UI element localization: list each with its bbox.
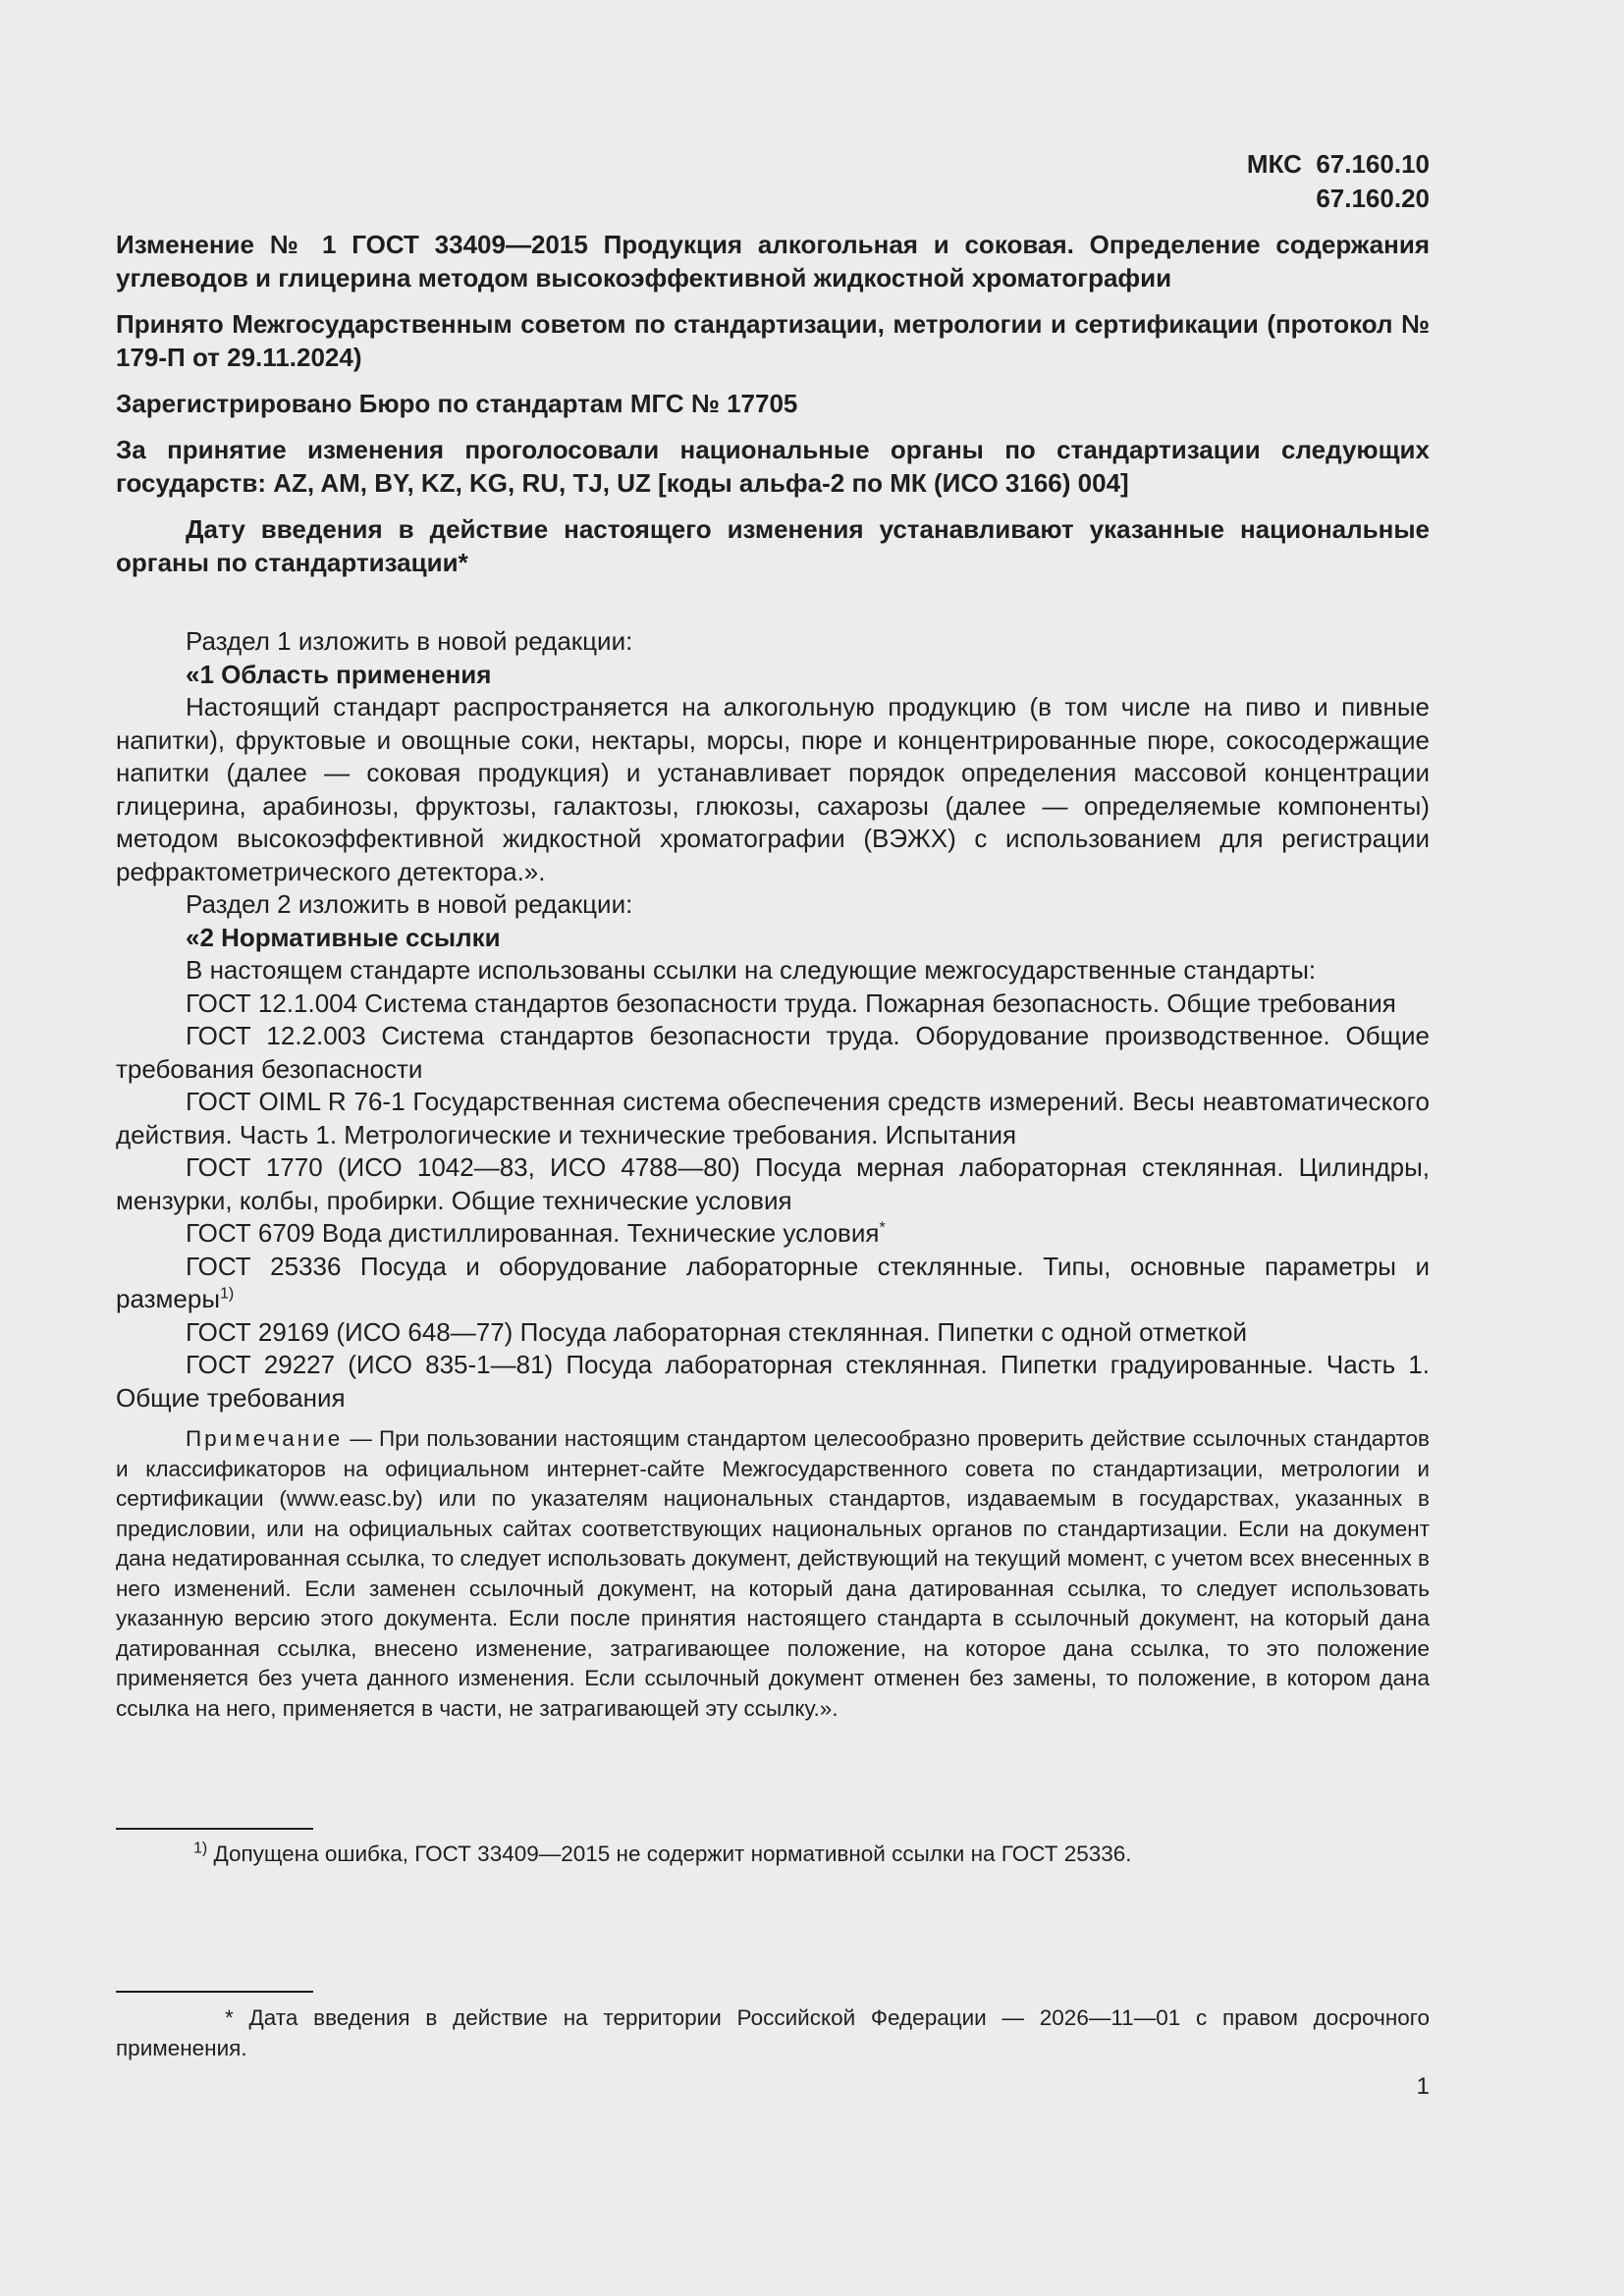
date-intro-mark: * — [458, 548, 468, 577]
section1-text: Настоящий стандарт распространяется на алкогольную продукцию (в том числе на пиво и пивные напитки), фруктовые и овощные соки, нектары, морсы, пюре и концентрированные пюре, сокосодержащие напитки (далее — соковая продукция) и устанавливает порядок определения массовой концентрации глицерина, арабинозы, фруктозы, галактозы, глюкозы, сахарозы (далее — определяемые компоненты) методом высокоэффективной жидкостной хроматографии (ВЭЖХ) с использованием для регистрации рефрактометрического детектора.». — [116, 692, 1430, 886]
reference-item — [116, 1251, 1430, 1316]
reference-text: ГОСТ 12.2.003 Система стандартов безопасности труда. Оборудование производственное. Общие требования безопасности — [116, 1021, 1430, 1084]
footnote-divider — [116, 1828, 313, 1830]
footnote-mark: * — [879, 1219, 886, 1237]
footnote-1 — [116, 1840, 1430, 1870]
section1-intro: Раздел 1 изложить в новой редакции: — [186, 626, 633, 656]
reference-item — [116, 988, 1430, 1021]
date-intro-text: Дату введения в действие настоящего изменения устанавливают указанные национальные органы по стандартизации — [116, 514, 1430, 577]
adopted-statement: Принято Межгосударственным советом по стандартизации, метрологии и сертификации (протокол № 179-П от 29.11.2024) — [116, 309, 1430, 372]
reference-text: ГОСТ 1770 (ИСО 1042—83, ИСО 4788—80) Посуда мерная лабораторная стеклянная. Цилиндры, мензурки, колбы, пробирки. Общие технические условия — [116, 1152, 1430, 1215]
reference-text: ГОСТ 29227 (ИСО 835-1—81) Посуда лабораторная стеклянная. Пипетки градуированные. Часть 1. Общие требования — [116, 1350, 1430, 1413]
reference-item — [116, 1349, 1430, 1415]
reference-text: ГОСТ OIML R 76-1 Государственная система обеспечения средств измерений. Весы неавтоматического действия. Часть 1. Метрологические и технические требования. Испытания — [116, 1087, 1430, 1149]
footnote-1-text: Допущена ошибка, ГОСТ 33409—2015 не содержит нормативной ссылки на ГОСТ 25336. — [207, 1842, 1132, 1866]
voted-statement: За принятие изменения проголосовали национальные органы по стандартизации следующих государств: AZ, AM, BY, KZ, KG, RU, TJ, UZ [коды альфа-2 по МК (ИСО 3166) 004] — [116, 435, 1430, 498]
footnote-divider — [116, 1991, 313, 1993]
reference-item — [116, 1217, 1430, 1251]
reference-text: ГОСТ 6709 Вода дистиллированная. Технические условия — [186, 1218, 880, 1248]
mks-code-2: 67.160.20 — [1316, 184, 1430, 213]
mks-classification — [1247, 147, 1430, 216]
section2-heading: «2 Нормативные ссылки — [186, 922, 501, 952]
registered-statement: Зарегистрировано Бюро по стандартам МГС № 17705 — [116, 389, 798, 418]
amendment-title: Изменение № 1 ГОСТ 33409—2015 Продукция алкогольная и соковая. Определение содержания углеводов и глицерина методом высокоэффективной жидкостной хроматографии — [116, 230, 1430, 293]
section2-intro: Раздел 2 изложить в новой редакции: — [186, 889, 633, 919]
reference-text: ГОСТ 12.1.004 Система стандартов безопасности труда. Пожарная безопасность. Общие требования — [186, 988, 1396, 1018]
note-text: — При пользовании настоящим стандартом целесообразно проверить действие ссылочных стандартов и классификаторов на официальном интернет-сайте Межгосударственного совета по стандартизации, метрологии и сертификации (www.easc.by) или по указателям национальных стандартов, издаваемым в государствах, указанных в предисловии, или на официальных сайтах соответствующих национальных органов по стандартизации. Если на документ дана недатированная ссылка, то следует использовать документ, действующий на текущий момент, с учетом всех внесенных в него изменений. Если заменен ссылочный документ, на который дана датированная ссылка, то следует использовать указанную версию этого документа. Если после принятия настоящего стандарта в ссылочный документ, на который дана датированная ссылка, внесено изменение, затрагивающее положение, на которое дана ссылка, то это положение применяется без учета данного изменения. Если ссылочный документ отменен без замены, то положение, в котором дана ссылка на него, применяется в части, не затрагивающей эту ссылку.». — [116, 1426, 1430, 1721]
note-label: Примечание — [186, 1426, 344, 1451]
reference-text: ГОСТ 29169 (ИСО 648—77) Посуда лабораторная стеклянная. Пипетки с одной отметкой — [186, 1316, 1247, 1347]
date-intro-statement — [116, 512, 1430, 579]
amendment-body — [116, 625, 1430, 1724]
reference-item — [116, 1020, 1430, 1086]
mks-label: МКС — [1246, 149, 1302, 179]
mks-code-1: 67.160.10 — [1316, 149, 1430, 179]
section1-heading: «1 Область применения — [186, 659, 492, 689]
reference-text: ГОСТ 25336 Посуда и оборудование лабораторные стеклянные. Типы, основные параметры и размеры — [116, 1251, 1430, 1313]
page-number: 1 — [1416, 2073, 1430, 2100]
reference-item — [116, 1151, 1430, 1217]
references-list — [116, 988, 1430, 1415]
note-paragraph — [116, 1424, 1430, 1724]
footnote-star: * Дата введения в действие на территории Российской Федерации — 2026—11—01 с правом досрочного применения. — [116, 2005, 1430, 2060]
reference-item — [116, 1316, 1430, 1350]
reference-item — [116, 1086, 1430, 1151]
footnote-mark: 1) — [220, 1285, 235, 1303]
section2-lead: В настоящем стандарте использованы ссылки на следующие межгосударственные стандарты: — [186, 955, 1317, 985]
footnote-1-mark: 1) — [193, 1840, 208, 1857]
amendment-header — [116, 228, 1430, 579]
